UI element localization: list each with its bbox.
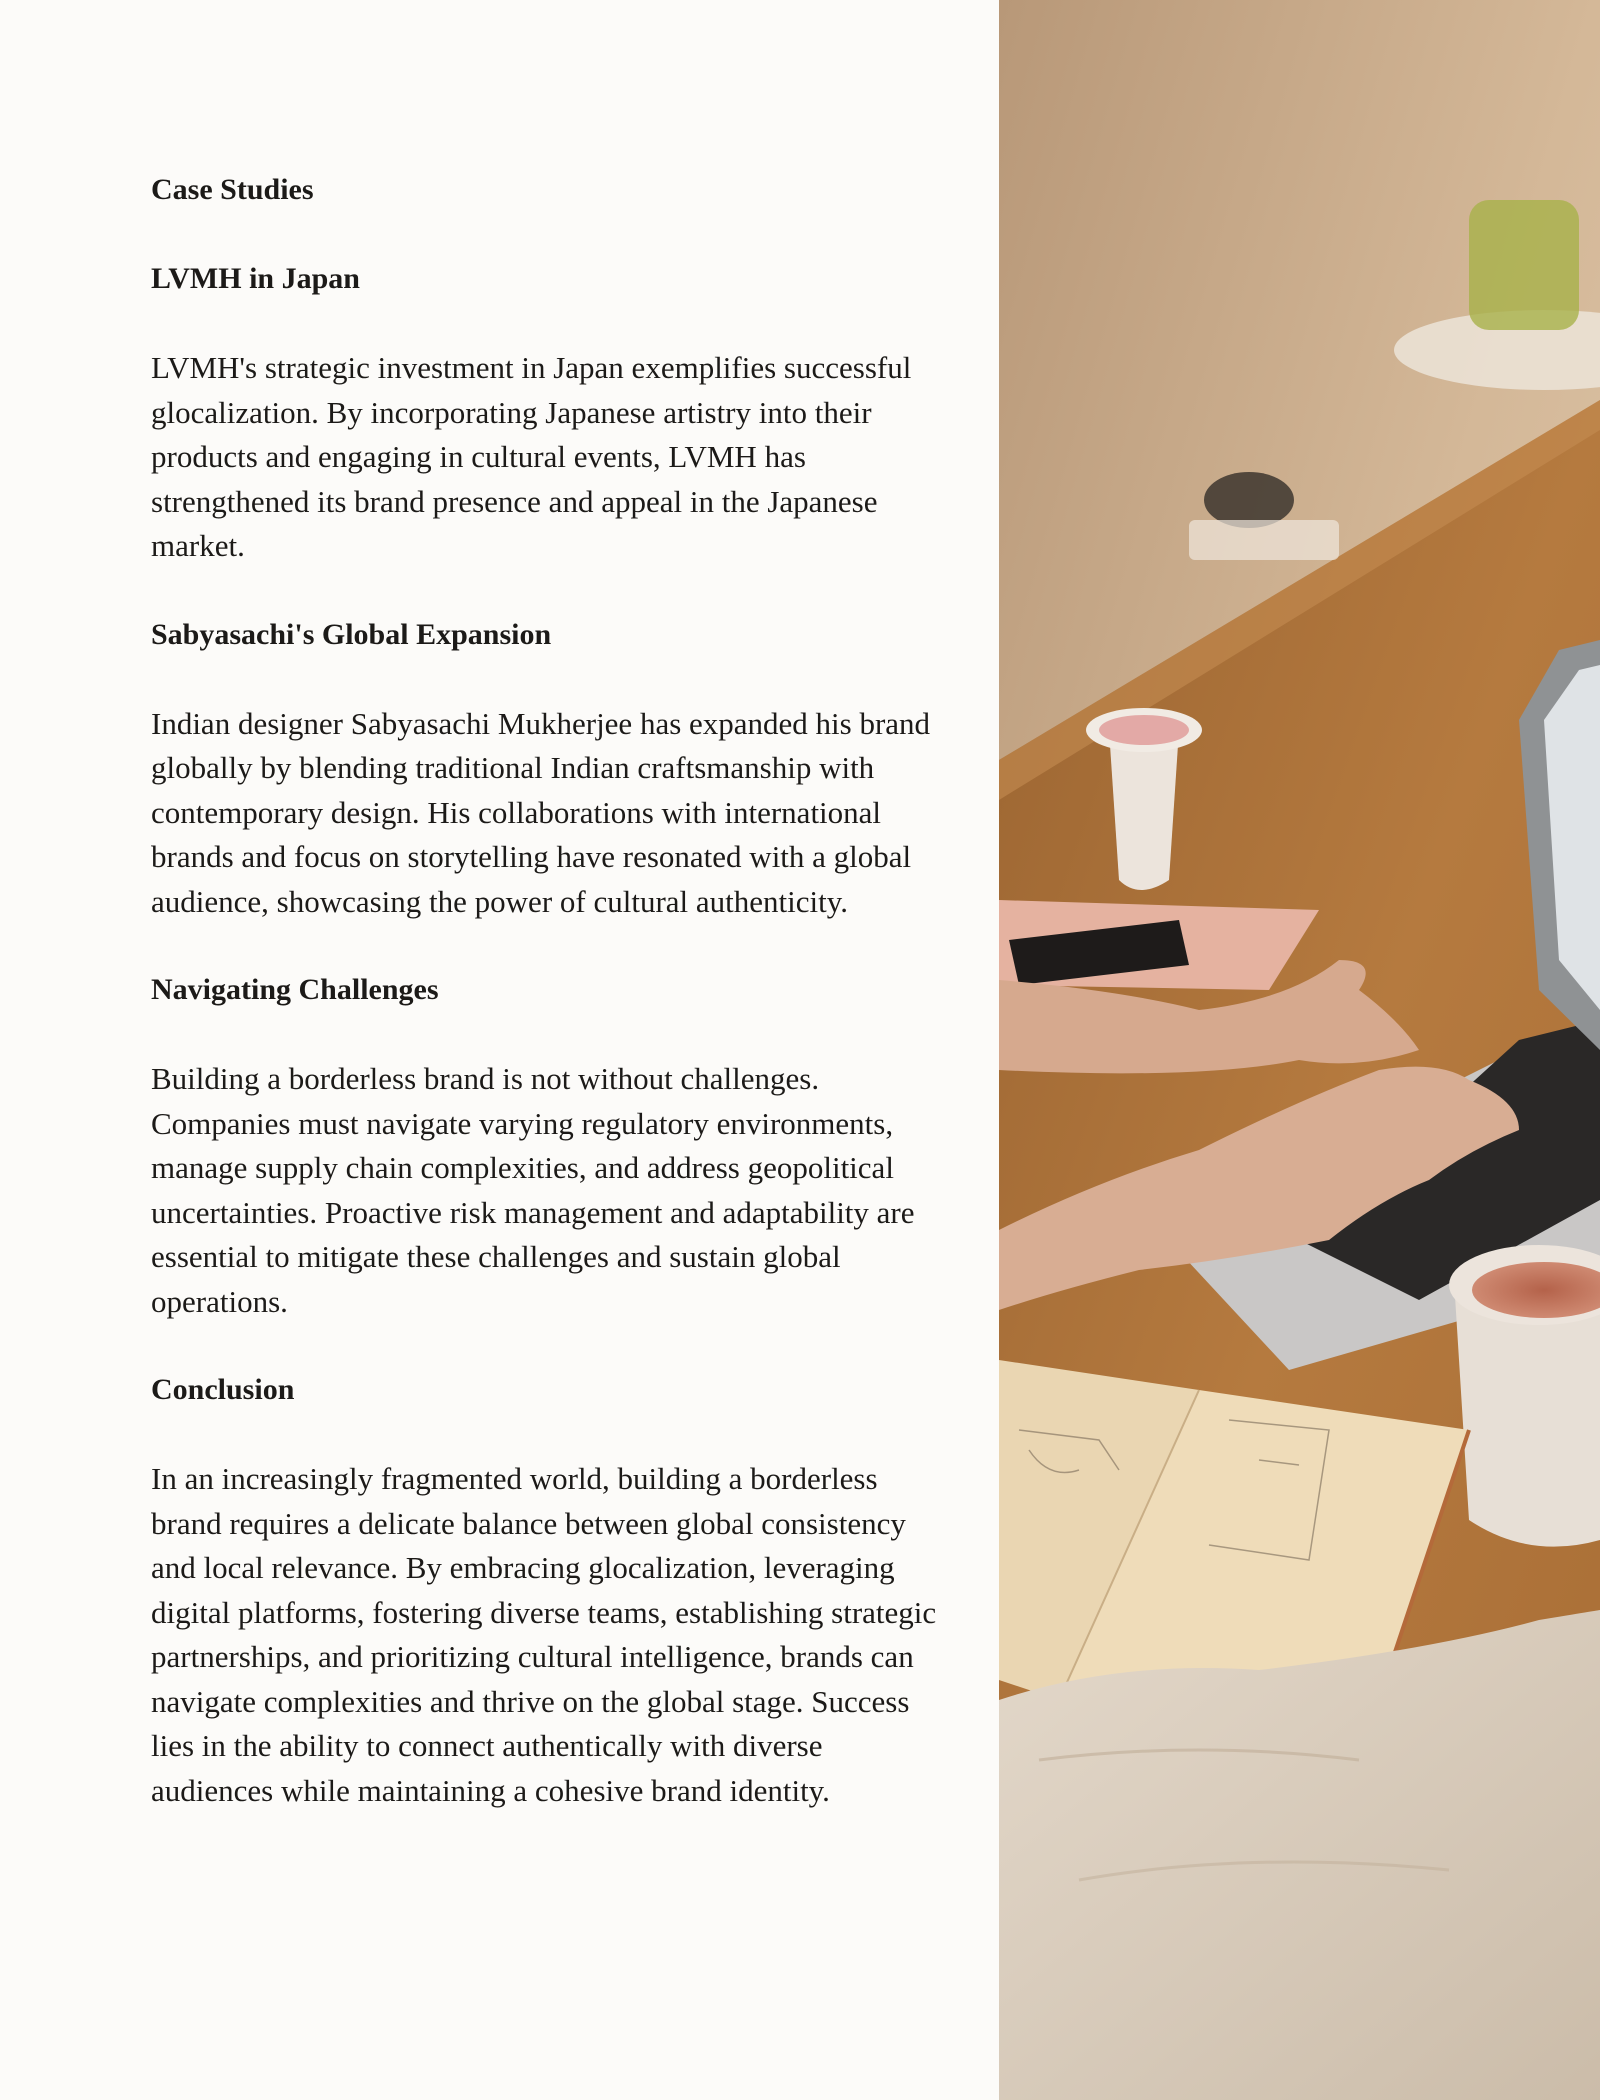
case-studies-heading: Case Studies (151, 173, 314, 206)
conclusion-paragraph: In an increasingly fragmented world, building a borderless brand requires a delicate balance between global consistency and local relevance. By embracing glocalization, leveraging digital platforms, fostering diverse teams, establishing strategic partnerships, and prioritizing cultural intelligence, brands can navigate complexities and thrive on the global stage. Success lies in the ability to connect authentically with diverse audiences while maintaining a cohesive brand identity. (151, 1461, 937, 1808)
article-text-column (151, 168, 951, 1857)
conclusion-heading: Conclusion (151, 1373, 295, 1406)
challenges-heading: Navigating Challenges (151, 973, 439, 1006)
coffee-mug (1449, 1245, 1600, 1547)
lvmh-paragraph: LVMH's strategic investment in Japan exemplifies successful glocalization. By incorporating Japanese artistry into their products and engaging in cultural events, LVMH has strengthened its brand presence and appeal in the Japanese market. (151, 350, 912, 563)
sabyasachi-heading: Sabyasachi's Global Expansion (151, 617, 552, 651)
sabyasachi-paragraph: Indian designer Sabyasachi Mukherjee has expanded his brand globally by blending traditional Indian craftsmanship with contemporary design. His collaborations with international brands and focus on storytelling have resonated with a global audience, showcasing the power of cultural authenticity. (151, 705, 931, 919)
desk-laptop-photo (999, 0, 1600, 2100)
challenges-paragraph: Building a borderless brand is not without challenges. Companies must navigate varying regulatory environments, manage supply chain complexities, and address geopolitical uncertainties. Proactive risk management and adaptability are essential to mitigate these challenges and sustain global operations. (151, 1061, 915, 1319)
sleeve (999, 1610, 1600, 2100)
lvmh-heading: LVMH in Japan (151, 262, 360, 295)
